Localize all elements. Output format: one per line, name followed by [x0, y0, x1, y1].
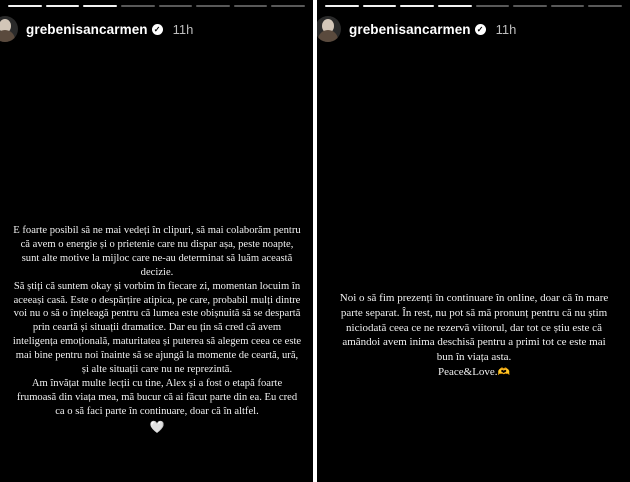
story-header	[0, 14, 313, 44]
story-progress-bar	[8, 5, 305, 7]
username[interactable]: grebenisancarmen	[26, 21, 148, 37]
story-progress-bar	[325, 5, 622, 7]
avatar[interactable]	[317, 16, 341, 42]
progress-segment	[121, 5, 155, 7]
avatar[interactable]	[0, 16, 18, 42]
progress-segment	[8, 5, 42, 7]
progress-segment	[438, 5, 472, 7]
verified-badge-icon: ✓	[152, 24, 163, 35]
progress-segment	[196, 5, 230, 7]
progress-segment	[551, 5, 585, 7]
progress-segment	[363, 5, 397, 7]
story-panel-left[interactable]	[0, 0, 313, 482]
progress-segment	[513, 5, 547, 7]
progress-segment	[234, 5, 268, 7]
verified-badge-icon: ✓	[475, 24, 486, 35]
post-time: 11h	[172, 21, 194, 37]
story-caption	[335, 291, 613, 381]
progress-segment	[476, 5, 510, 7]
progress-segment	[83, 5, 117, 7]
story-panel-right[interactable]	[317, 0, 630, 482]
caption-paragraph: Noi o să fim prezenți în continuare în online, doar că în mare parte separat. În rest, nu pot să mă pronunț pentru că nu știm niciodată ceea ce ne rezervă viitorul, dar tot ce știu este că amândoi avem inima deschisă pentru a primi tot ce este mai bun în viața asta.	[339, 292, 609, 364]
progress-segment	[159, 5, 193, 7]
progress-segment	[271, 5, 305, 7]
progress-segment	[400, 5, 434, 7]
signoff	[335, 365, 613, 381]
caption-paragraph: Să știți că suntem okay și vorbim în fiecare zi, momentan locuim în aceeași casă. Este o despărțire atipica, pe care, probabil mulți dintre voi nu o să o înțeleagă pentru că lumea este obișnuită să se despartă prin ceartă și situații dramatice. Dar eu țin să cred că avem inteligența emoțională, maturitatea și puterea să alegem ceea ce este mai bine pentru noi înainte să se ajungă la momente de ceartă, ură, și alte situații care nu ne reprezintă.	[12, 280, 302, 376]
story-header	[317, 14, 630, 44]
progress-segment	[588, 5, 622, 7]
heart-hands-icon: 🫶	[497, 366, 510, 378]
story-caption	[12, 224, 302, 435]
caption-paragraph: E foarte posibil să ne mai vedeți în clipuri, să mai colaborăm pentru că avem o energie și o prietenie care nu dispar așa, peste noapte, sunt alte motive la mijloc care ne-au determinat să luăm această decizie.	[13, 225, 301, 278]
signoff-text: Peace&Love.	[437, 365, 498, 378]
progress-segment	[46, 5, 80, 7]
caption-paragraph: Am învățat multe lecții cu tine, Alex și a fost o etapă foarte frumoasă din viața mea, mă bucur că ai făcut parte din ea. Eu cred ca o să faci parte în continuare, doar că în altfel.	[16, 377, 298, 417]
username[interactable]: grebenisancarmen	[349, 21, 471, 37]
post-time: 11h	[495, 21, 517, 37]
progress-segment	[325, 5, 359, 7]
white-heart-icon: 🤍	[149, 419, 165, 434]
